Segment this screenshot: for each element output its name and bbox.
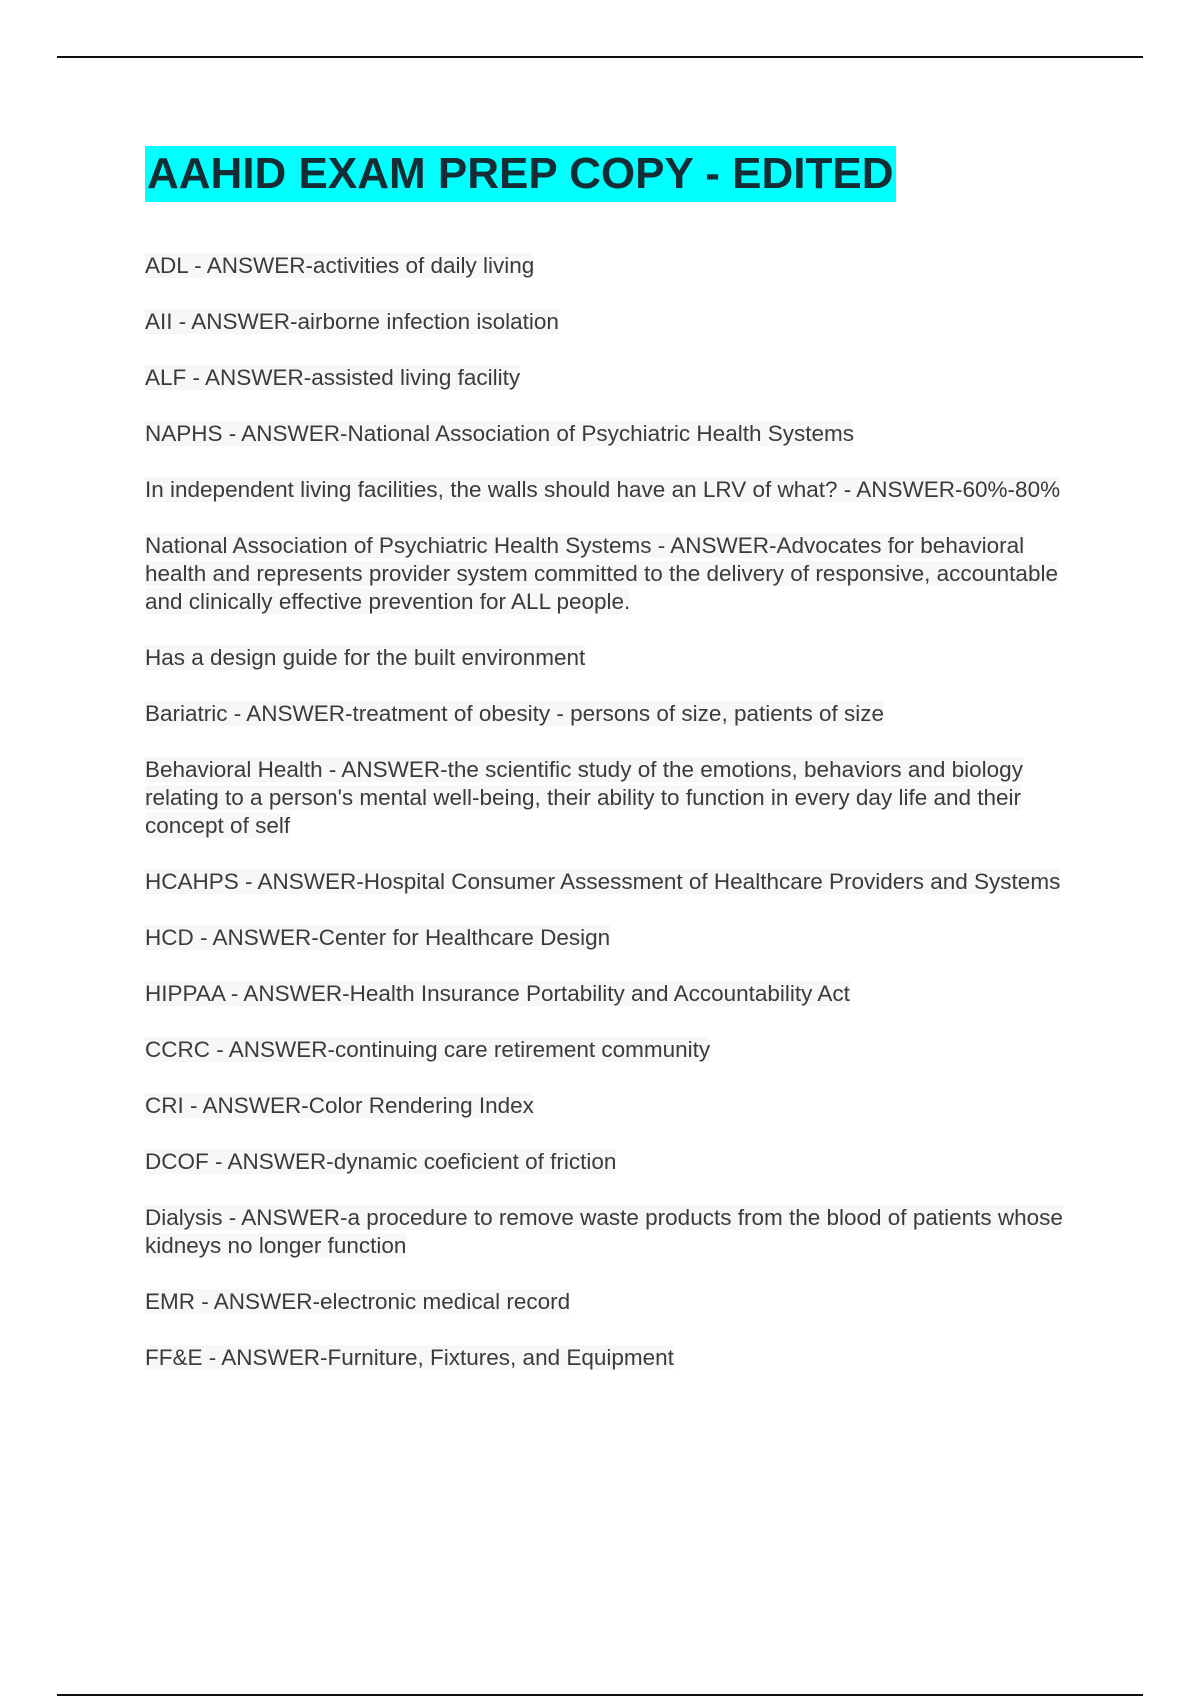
header-rule (57, 56, 1143, 58)
title-block (145, 146, 896, 202)
qa-entry: Dialysis - ANSWER-a procedure to remove waste products from the blood of patients whose kidneys no longer function (145, 1205, 1063, 1258)
qa-entry: National Association of Psychiatric Health Systems - ANSWER-Advocates for behavioral health and represents provider system committed to the delivery of responsive, accountable and clinically effective prevention for ALL people. (145, 533, 1058, 614)
qa-entry: HCAHPS - ANSWER-Hospital Consumer Assessment of Healthcare Providers and Systems (145, 869, 1061, 894)
qa-entry: CRI - ANSWER-Color Rendering Index (145, 1093, 534, 1118)
qa-entry: FF&E - ANSWER-Furniture, Fixtures, and Equipment (145, 1345, 674, 1370)
qa-entry: CCRC - ANSWER-continuing care retirement community (145, 1037, 711, 1062)
qa-entry: NAPHS - ANSWER-National Association of Psychiatric Health Systems (145, 421, 854, 446)
qa-entry: ADL - ANSWER-activities of daily living (145, 253, 535, 278)
qa-entry: Has a design guide for the built environment (145, 645, 586, 670)
qa-entry: HIPPAA - ANSWER-Health Insurance Portability and Accountability Act (145, 981, 850, 1006)
footer-rule (57, 1694, 1143, 1696)
qa-entry: AII - ANSWER-airborne infection isolation (145, 309, 559, 334)
qa-entry: In independent living facilities, the walls should have an LRV of what? - ANSWER-60%-80% (145, 477, 1061, 502)
qa-list (145, 252, 1085, 1400)
qa-entry: Behavioral Health - ANSWER-the scientific study of the emotions, behaviors and biology relating to a person's mental well-being, their ability to function in every day life and their concept of self (145, 757, 1023, 838)
qa-entry: ALF - ANSWER-assisted living facility (145, 365, 521, 390)
qa-entry: Bariatric - ANSWER-treatment of obesity - persons of size, patients of size (145, 701, 885, 726)
qa-entry: DCOF - ANSWER-dynamic coeficient of friction (145, 1149, 617, 1174)
qa-entry: HCD - ANSWER-Center for Healthcare Design (145, 925, 611, 950)
qa-entry: EMR - ANSWER-electronic medical record (145, 1289, 571, 1314)
document-title: AAHID EXAM PREP COPY - EDITED (145, 146, 896, 202)
